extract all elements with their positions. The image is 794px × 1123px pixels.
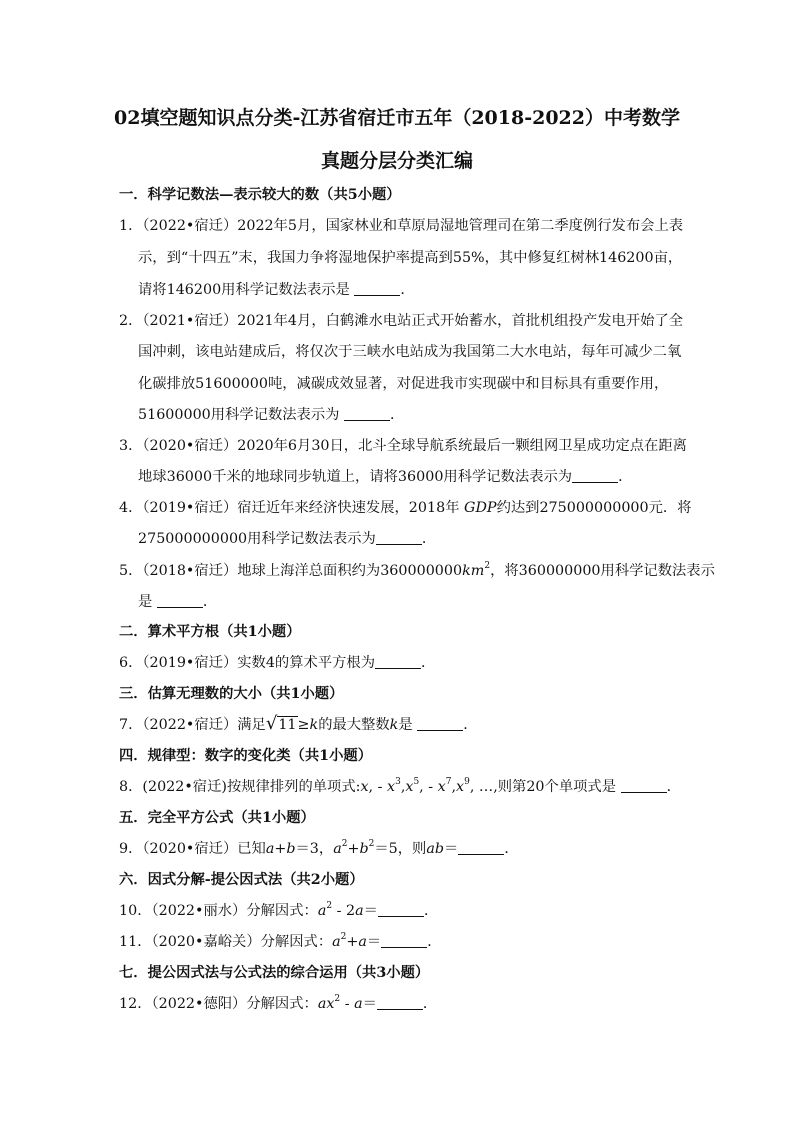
question-6: 6．（2019•宿迁）实数4的算术平方根为 ．	[119, 655, 436, 671]
question-11: 11．（2020•嘉峪关）分解因式：$a^2+a=$ ．	[119, 932, 442, 950]
question-1-line-1: 1．（2022•宿迁）2022年5月，国家林业和草原局湿地管理司在第二季度例行发布会上表	[119, 218, 684, 234]
question-5-line-2: 是 ．	[138, 594, 218, 610]
answer-blank[interactable]	[621, 778, 667, 793]
answer-blank[interactable]	[157, 593, 203, 608]
section-heading-3: 三．估算无理数的大小（共1小题）	[119, 686, 344, 702]
section-heading-6: 六．因式分解-提公因式法（共2小题）	[119, 872, 364, 888]
question-1-line-3: 请将146200用科学记数法表示是 ．	[138, 282, 415, 298]
section-heading-1: 一．科学记数法—表示较大的数（共5小题）	[119, 187, 401, 203]
answer-blank[interactable]	[417, 716, 463, 731]
section-heading-4: 四．规律型：数字的变化类（共1小题）	[119, 748, 372, 764]
question-2-line-2: 国冲刺，该电站建成后，将仅次于三峡水电站成为我国第二大水电站，每年可减少二氧	[138, 344, 682, 360]
answer-blank[interactable]	[375, 654, 421, 669]
document-title: 02填空题知识点分类-江苏省宿迁市五年（2018-2022）中考数学	[114, 107, 680, 129]
answer-blank[interactable]	[381, 933, 427, 948]
question-2-line-3: 化碳排放51600000吨，减碳成效显著，对促进我市实现碳中和目标具有重要作用，	[138, 376, 669, 392]
section-heading-7: 七．提公因式法与公式法的综合运用（共3小题）	[119, 965, 430, 981]
answer-blank[interactable]	[572, 468, 618, 483]
question-10: 10．（2022•丽水）分解因式：$a^2 - 2a=$ ．	[119, 901, 439, 919]
question-4-line-2: 275000000000用科学记数法表示为 ．	[138, 531, 437, 547]
question-12: 12．（2022•德阳）分解因式：$ax^2 - a=$ ．	[119, 994, 438, 1012]
answer-blank[interactable]	[377, 995, 423, 1010]
question-2-line-1: 2．（2021•宿迁）2021年4月，白鹤滩水电站正式开始蓄水，首批机组投产发电开始了全	[119, 313, 684, 329]
answer-blank[interactable]	[376, 530, 422, 545]
question-2-line-4: 51600000用科学记数法表示为 ．	[138, 407, 405, 423]
answer-blank[interactable]	[458, 840, 504, 855]
question-8: 8．(2022•宿迁)按规律排列的单项式:x, - $x^3,x^5$, - $x^7,x^9$, …,则第20个单项式是 ．	[119, 777, 681, 795]
answer-blank[interactable]	[354, 281, 400, 296]
document-subtitle: 真题分层分类汇编	[320, 150, 473, 172]
question-4-line-1: 4．（2019•宿迁）宿迁近年来经济快速发展，2018年 GDP约达到275000000000元．将	[119, 500, 692, 516]
question-3-line-1: 3．（2020•宿迁）2020年6月30日，北斗全球导航系统最后一颗组网卫星成功定点在距离	[119, 438, 687, 454]
question-9: 9．（2020•宿迁）已知a+b＝3，$a^2+b^2=5$，则ab＝ ．	[119, 839, 519, 857]
question-5-line-1: 5．（2018•宿迁）地球上海洋总面积约为$360000000km^2$，将360000000用科学记数法表示	[119, 561, 715, 579]
answer-blank[interactable]	[378, 902, 424, 917]
square-root: √11	[265, 713, 297, 734]
question-1-line-2: 示，到“十四五”末，我国力争将湿地保护率提高到55%，其中修复红树林146200亩，	[138, 250, 683, 266]
section-heading-5: 五．完全平方公式（共1小题）	[119, 810, 315, 826]
section-heading-2: 二．算术平方根（共1小题）	[119, 624, 301, 640]
question-3-line-2: 地球36000千米的地球同步轨道上，请将36000用科学记数法表示为 ．	[138, 469, 633, 485]
answer-blank[interactable]	[344, 406, 390, 421]
question-7: 7．（2022•宿迁）满足√11≥k的最大整数k是 ．	[119, 713, 478, 734]
